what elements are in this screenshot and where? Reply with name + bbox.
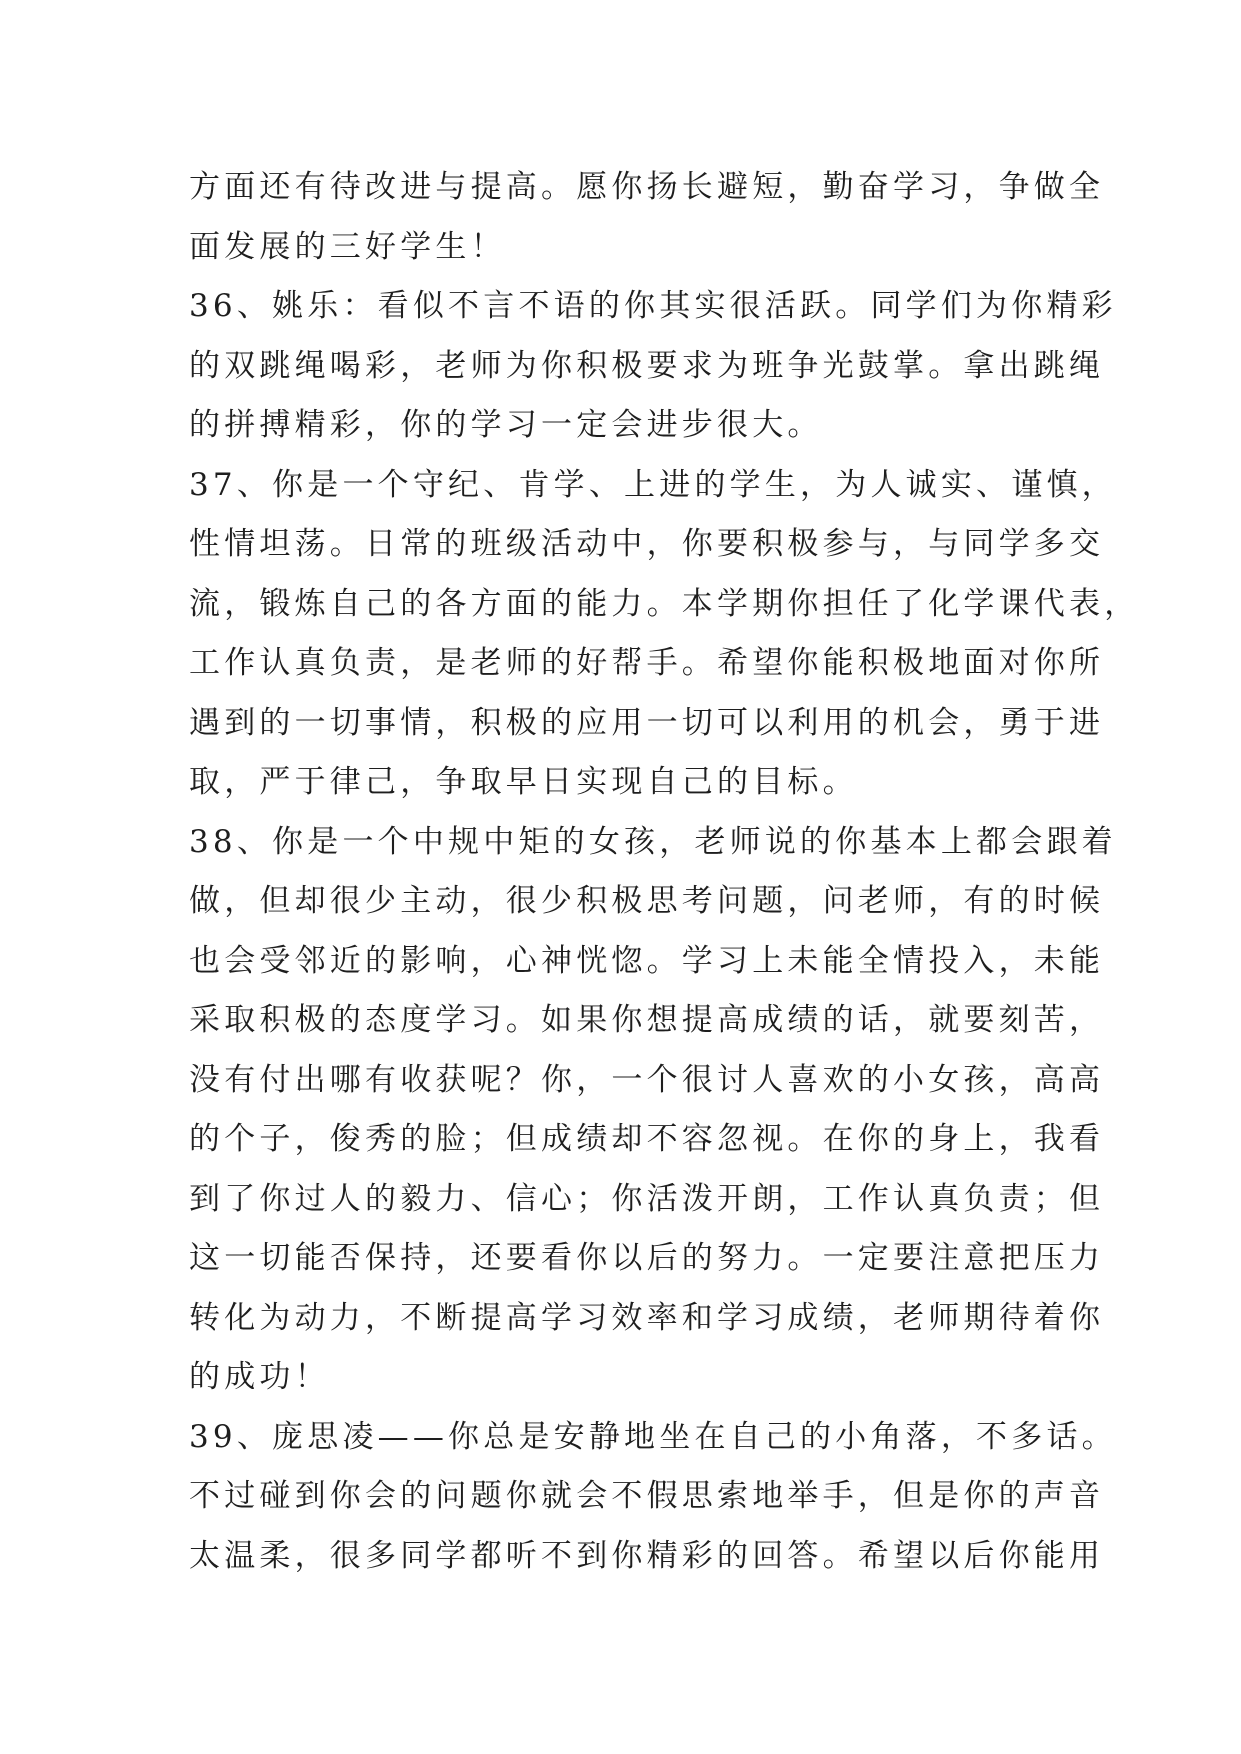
text-line: 的个子，俊秀的脸；但成绩却不容忽视。在你的身上，我看 (189, 1121, 1105, 1157)
text-line: 遇到的一切事情，积极的应用一切可以利用的机会，勇于进 (189, 704, 1105, 741)
text-line: 没有付出哪有收获呢？你，一个很讨人喜欢的小女孩，高高 (189, 1061, 1105, 1098)
text-line: 的拼搏精彩，你的学习一定会进步很大。 (189, 407, 823, 443)
text-line: 方面还有待改进与提高。愿你扬长避短，勤奋学习，争做全 (189, 169, 1105, 205)
text-line: 工作认真负责，是老师的好帮手。希望你能积极地面对你所 (189, 645, 1105, 681)
text-line: 太温柔，很多同学都听不到你精彩的回答。希望以后你能用 (189, 1537, 1105, 1574)
text-line: 的成功！ (189, 1359, 330, 1395)
text-line: 面发展的三好学生！ (189, 228, 506, 265)
text-line: 取，严于律己，争取早日实现自己的目标。 (189, 764, 858, 800)
document-body (189, 158, 1140, 1586)
text-line: 这一切能否保持，还要看你以后的努力。一定要注意把压力 (189, 1240, 1105, 1276)
text-line: 做，但却很少主动，很少积极思考问题，问老师，有的时候 (189, 883, 1105, 919)
text-line: 转化为动力，不断提高学习效率和学习成绩，老师期待着你 (189, 1299, 1105, 1336)
text-line: 37、你是一个守纪、肯学、上进的学生，为人诚实、谨慎， (189, 466, 1117, 503)
text-line: 的双跳绳喝彩，老师为你积极要求为班争光鼓掌。拿出跳绳 (189, 347, 1105, 384)
text-line: 到了你过人的毅力、信心；你活泼开朗，工作认真负责；但 (189, 1180, 1105, 1217)
text-line: 不过碰到你会的问题你就会不假思索地举手，但是你的声音 (189, 1478, 1105, 1514)
text-line: 39、庞思凌——你总是安静地坐在自己的小角落，不多话。 (189, 1418, 1117, 1455)
text-line: 36、姚乐：看似不言不语的你其实很活跃。同学们为你精彩 (189, 288, 1117, 324)
text-line: 流，锻炼自己的各方面的能力。本学期你担任了化学课代表， (189, 585, 1140, 622)
text-line: 采取积极的态度学习。如果你想提高成绩的话，就要刻苦， (189, 1002, 1105, 1038)
text-line: 也会受邻近的影响，心神恍惚。学习上未能全情投入，未能 (189, 942, 1105, 979)
text-line: 38、你是一个中规中矩的女孩，老师说的你基本上都会跟着 (189, 823, 1117, 860)
text-line: 性情坦荡。日常的班级活动中，你要积极参与，与同学多交 (189, 526, 1105, 562)
